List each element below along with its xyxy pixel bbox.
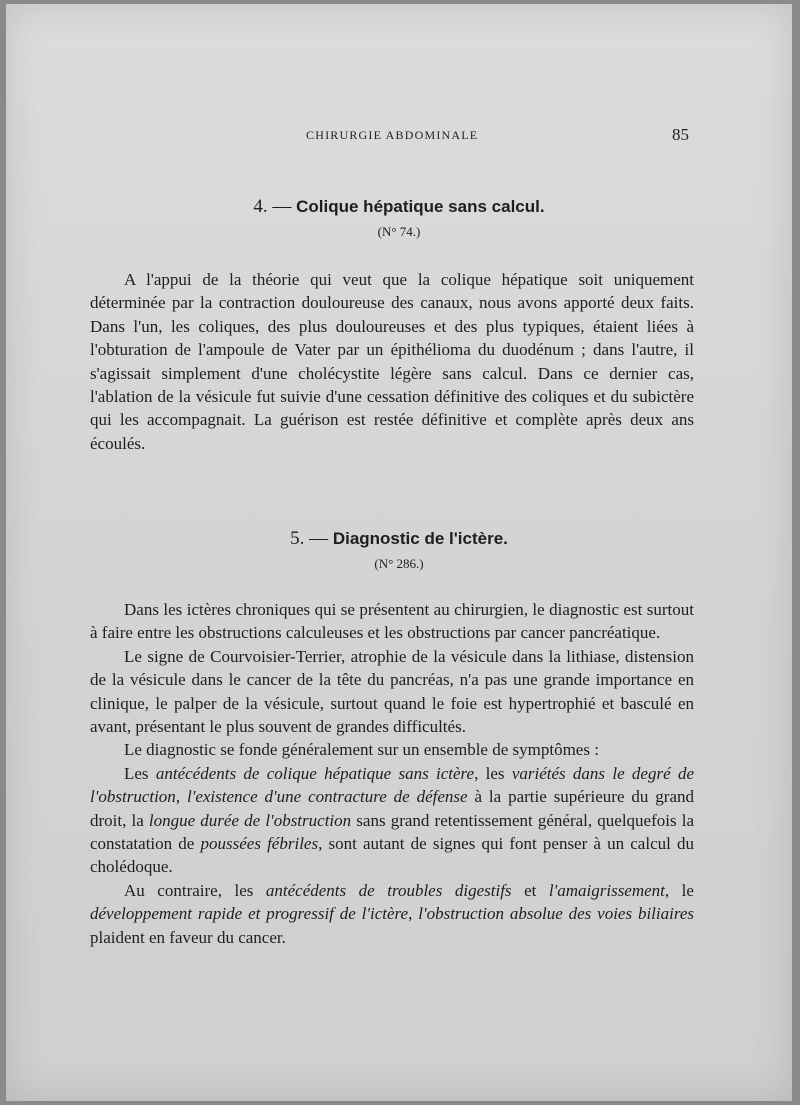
emphasis-run: l'obstruction absolue des voies biliaires bbox=[418, 904, 694, 924]
emphasis-run: longue durée de l'obstruction bbox=[148, 810, 352, 830]
section-5-paragraph-4 bbox=[90, 762, 694, 879]
section-4-dash: — bbox=[272, 196, 292, 217]
section-5-paragraph-2: Le signe de Courvoisier-Terrier, atrophie de la vésicule dans la lithiase, distension de la vésicule dans le cancer de la tête du pancréas, n'a pas une grande importance en clinique, le palper de la vésicule, surtout quand le foie est hypertrophié et basculé en avant, présentant le plus souvent de grandes difficultés. bbox=[90, 646, 694, 737]
section-4-title bbox=[6, 196, 792, 218]
emphasis-run: l'amaigrissement bbox=[548, 880, 665, 900]
emphasis-run: antécédents de troubles digestifs bbox=[265, 880, 512, 900]
section-5-number: 5. bbox=[290, 528, 305, 549]
section-5-paragraph-3: Le diagnostic se fonde généralement sur un ensemble de symptômes : bbox=[124, 740, 599, 760]
section-5-paragraph-5 bbox=[90, 879, 694, 949]
emphasis-run: poussées fébriles bbox=[200, 834, 319, 854]
emphasis-run: développement rapide et progressif de l'ictère bbox=[90, 904, 409, 924]
emphasis-run: variétés dans le degré de l'obstruction bbox=[90, 763, 694, 807]
section-5-title bbox=[6, 528, 792, 550]
text-run: sans grand retentissement général, quelquefois la constatation de bbox=[90, 810, 695, 854]
text-run: Les bbox=[124, 763, 156, 783]
text-run: Au contraire, les bbox=[124, 880, 266, 900]
text-run: , le bbox=[664, 880, 694, 900]
section-5-body bbox=[90, 598, 694, 949]
emphasis-run: l'existence d'une contracture de défense bbox=[186, 787, 468, 807]
page-number: 85 bbox=[672, 125, 689, 144]
text-run: et bbox=[511, 880, 549, 900]
text-run: , sont autant de signes qui font penser à un calcul du cholédoque. bbox=[90, 834, 694, 877]
section-4-ref: (N° 74.) bbox=[377, 224, 421, 239]
section-5-dash: — bbox=[309, 528, 329, 549]
section-5-paragraph-1: Dans les ictères chroniques qui se présentent au chirurgien, le diagnostic est surtout à faire entre les obstructions calculeuses et les obstructions par cancer pancréatique. bbox=[90, 600, 694, 643]
section-4-body bbox=[90, 268, 694, 455]
section-5-ref: (N° 286.) bbox=[374, 556, 424, 571]
emphasis-run: antécédents de colique hépatique sans ictère bbox=[155, 763, 475, 783]
section-4-title-text: Colique hépatique sans calcul. bbox=[296, 197, 545, 216]
section-4-header bbox=[6, 196, 792, 240]
section-5-header bbox=[6, 528, 792, 572]
book-page bbox=[6, 4, 792, 1101]
section-5-title-text: Diagnostic de l'ictère. bbox=[332, 529, 508, 548]
text-run: plaident en faveur du cancer. bbox=[90, 927, 286, 947]
text-run: , bbox=[408, 904, 419, 924]
section-4-number: 4. bbox=[253, 196, 268, 217]
running-head: CHIRURGIE ABDOMINALE bbox=[306, 128, 479, 142]
text-run: , les bbox=[474, 763, 512, 783]
text-run: , bbox=[175, 787, 187, 807]
text-run: à la partie supérieure du grand droit, la bbox=[90, 787, 694, 830]
section-4-paragraph: A l'appui de la théorie qui veut que la colique hépatique soit uniquement déterminée par la contraction douloureuse des canaux, nous avons apporté deux faits. Dans l'un, les coliques, des plus douloureuses et des plus typiques, étaient liées à l'obturation de l'ampoule de Vater par un épithélioma du duodénum ; dans l'autre, il s'agissait simplement d'une cholécystite légère sans calcul. Dans ce dernier cas, l'ablation de la vésicule fut suivie d'une cessation définitive des coliques et du subictère qui les accompagnait. La guérison est restée définitive et complète après deux ans écoulés. bbox=[90, 270, 694, 453]
